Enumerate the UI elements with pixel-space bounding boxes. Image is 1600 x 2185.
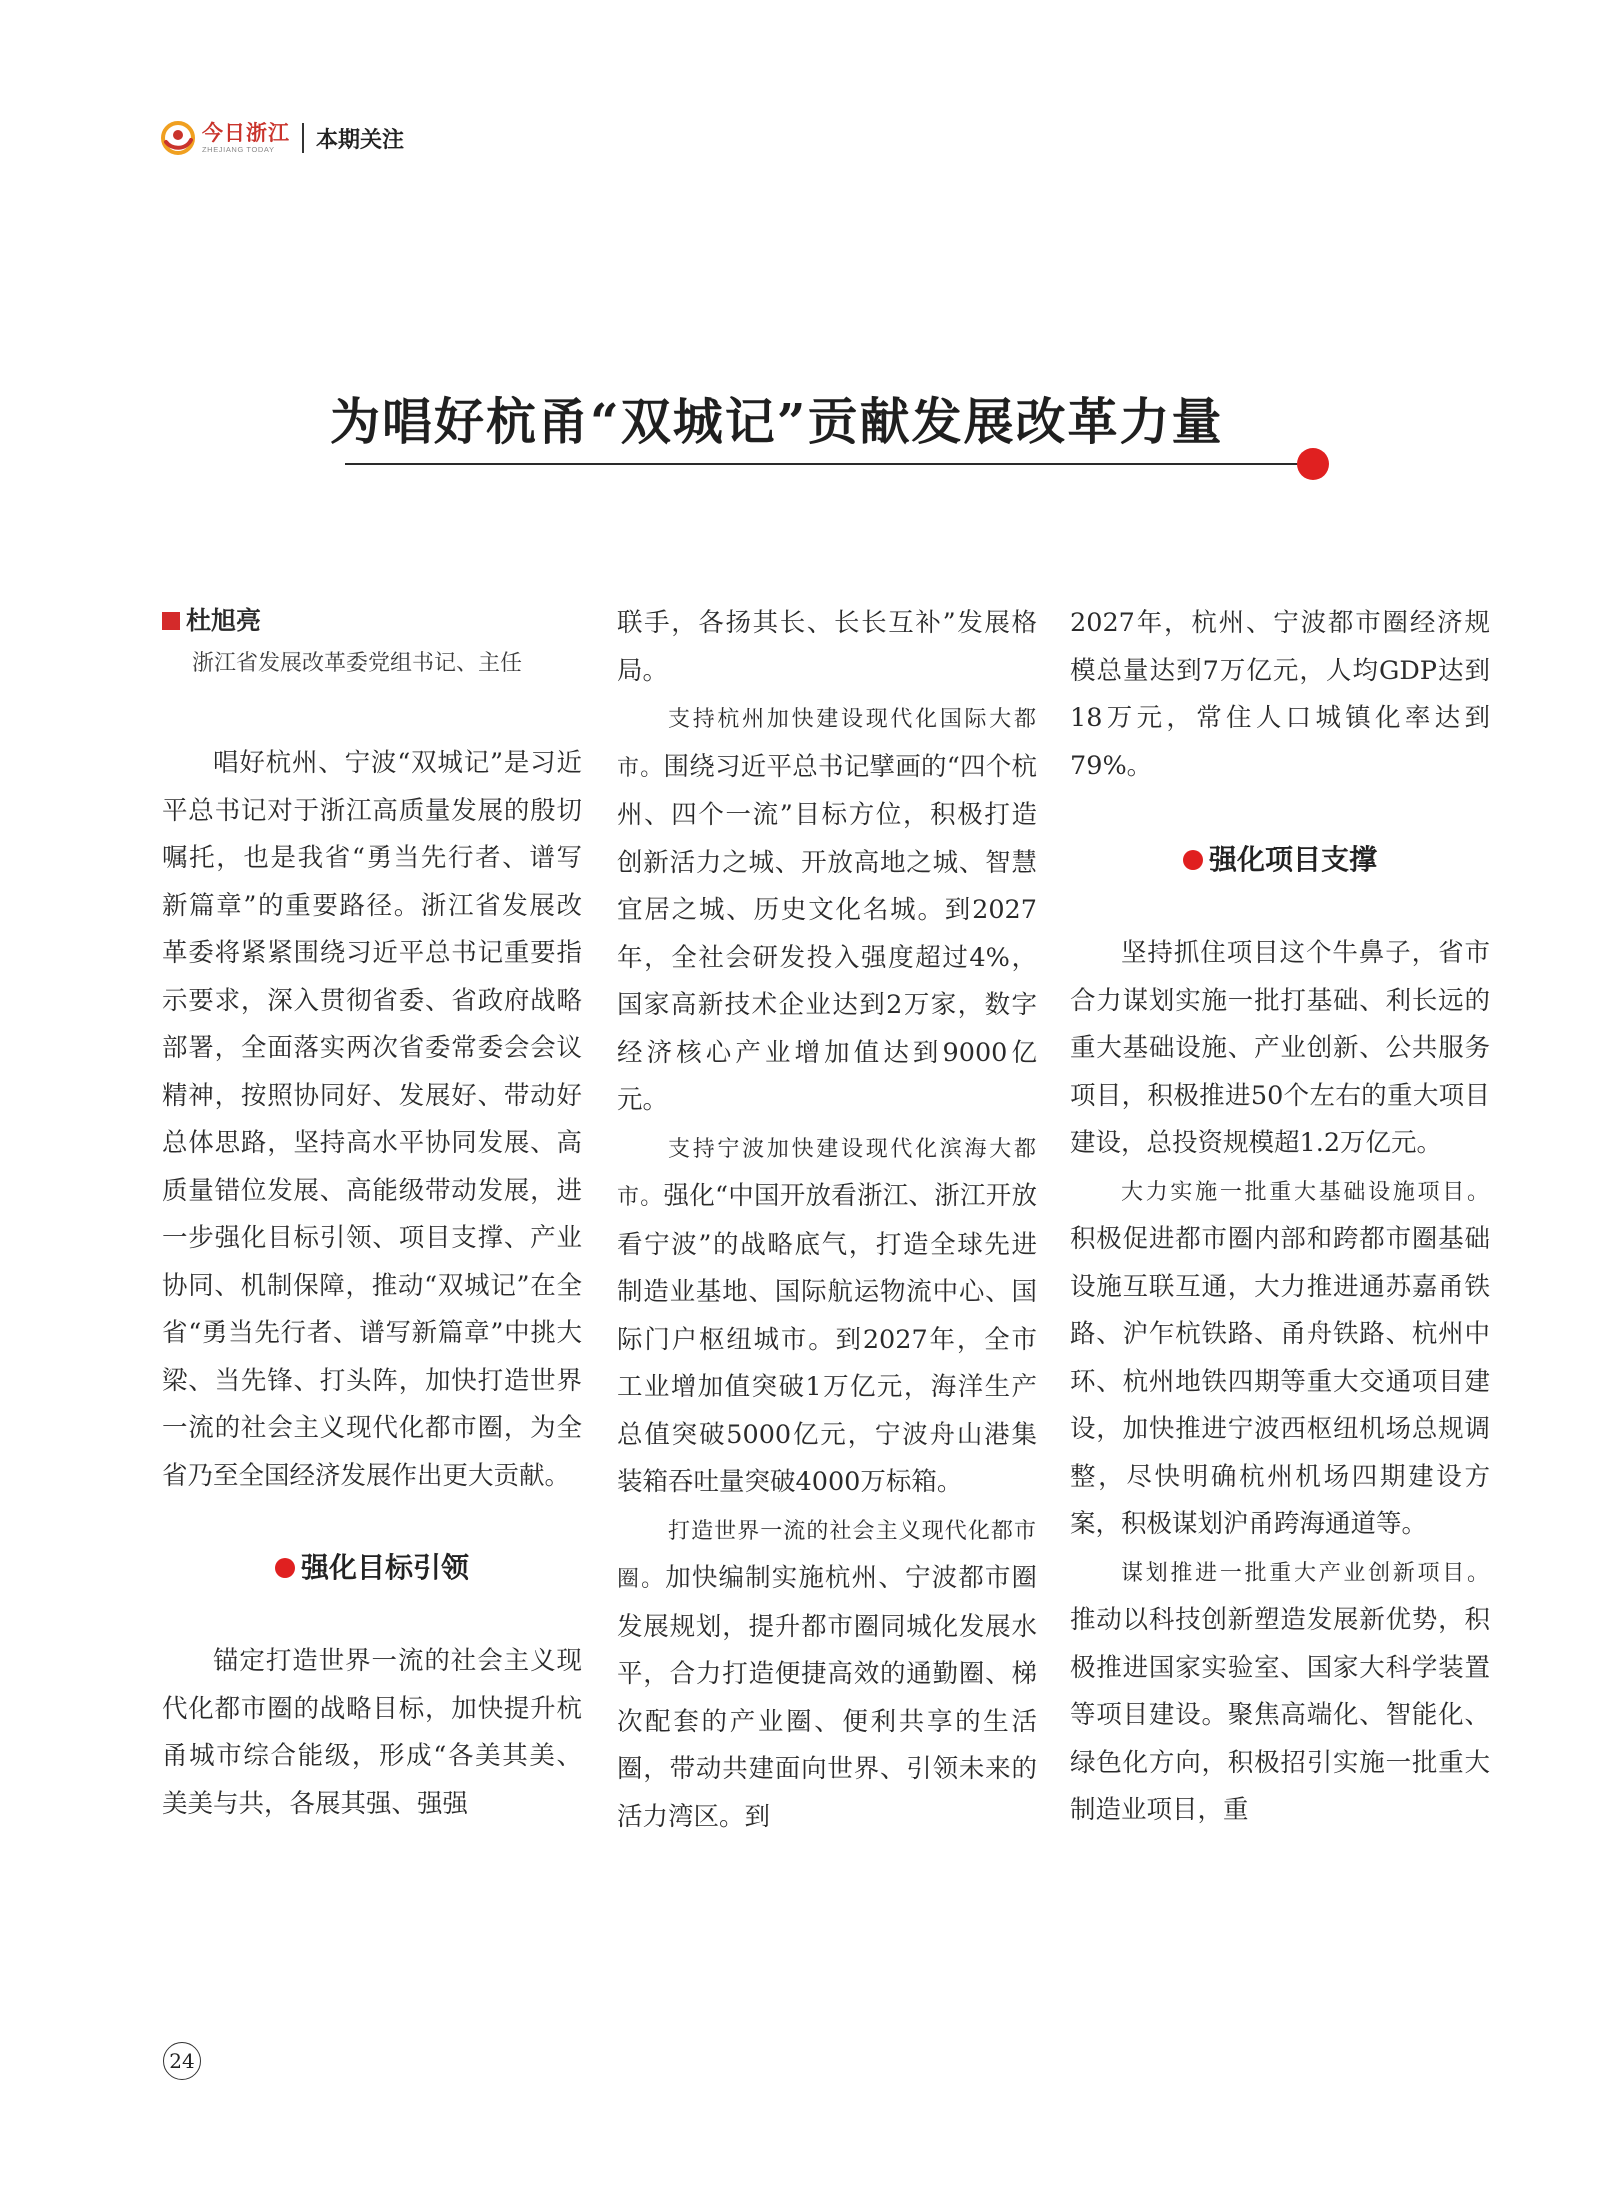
author-name — [162, 600, 582, 642]
s2-p2-lead: 大力实施一批重大基础设施项目。 — [1121, 1179, 1490, 1205]
s1-paragraph-2 — [617, 695, 1037, 1125]
s1-paragraph-3 — [617, 1125, 1037, 1507]
s2-p3-lead: 谋划推进一批重大产业创新项目。 — [1121, 1560, 1490, 1586]
intro-paragraph: 唱好杭州、宁波“双城记”是习近平总书记对于浙江高质量发展的殷切嘱托，也是我省“勇当先行者、谱写新篇章”的重要路径。浙江省发展改革委将紧紧围绕习近平总书记重要指示要求，深入贯彻省委、省政府战略部署，全面落实两次省委常委会会议精神，按照协同好、发展好、带动好总体思路，坚持高水平协同发展、高质量错位发展、高能级带动发展，进一步强化目标引领、项目支撑、产业协同、机制保障，推动“双城记”在全省“勇当先行者、谱写新篇章”中挑大梁、当先锋、打头阵，加快打造世界一流的社会主义现代化都市圈，为全省乃至全国经济发展作出更大贡献。 — [162, 748, 582, 1491]
section-heading-projects — [1070, 838, 1490, 882]
s1-p3-lead: 支持宁波加快建设现代化滨海大都市。 — [617, 1136, 1037, 1210]
s1-p4-body-a: 加快编制实施杭州、宁波都市圈发展规划，提升都市圈同城化发展水平，合力打造便捷高效的通勤圈、梯次配套的产业圈、便利共享的生活圈，带动共建面向世界、引领未来的活力湾区。到 — [617, 1563, 1037, 1832]
logo-en-text: ZHEJIANG TODAY — [202, 145, 275, 155]
logo-wordmark — [202, 122, 290, 154]
column-2 — [617, 600, 1037, 1841]
bullet-dot-icon — [275, 1558, 295, 1578]
s2-p3-body: 推动以科技创新塑造发展新优势，积极推进国家实验室、国家大科学装置等项目建设。聚焦高端化、智能化、绿色化方向，积极招引实施一批重大制造业项目，重 — [1070, 1605, 1490, 1825]
column-3 — [1070, 600, 1490, 1835]
s1-p3-body: 强化“中国开放看浙江、浙江开放看宁波”的战略底气，打造全球先进制造业基地、国际航运物流中心、国际门户枢纽城市。到2027年，全市工业增加值突破1万亿元，海洋生产总值突破5000亿元，宁波舟山港集装箱吞吐量突破4000万标箱。 — [617, 1181, 1037, 1497]
s2-paragraph-1: 坚持抓住项目这个牛鼻子，省市合力谋划实施一批打基础、利长远的重大基础设施、产业创新、公共服务项目，积极推进50个左右的重大项目建设，总投资规模超1.2万亿元。 — [1070, 938, 1490, 1158]
page-header — [160, 118, 404, 158]
column-1 — [162, 600, 582, 1828]
s2-paragraph-3 — [1070, 1549, 1490, 1835]
author-position: 浙江省发展改革委党组书记、主任 — [192, 651, 523, 676]
s1-p4-lead: 打造世界一流的社会主义现代化都市圈。 — [617, 1518, 1037, 1592]
bullet-dot-icon — [1183, 850, 1203, 870]
section-heading-text: 强化项目支撑 — [1208, 843, 1377, 876]
page-number: 24 — [163, 2042, 201, 2080]
s1-p2-body: 围绕习近平总书记擘画的“四个杭州、四个一流”目标方位，积极打造创新活力之城、开放高地之城、智慧宜居之城、历史文化名城。到2027年，全社会研发投入强度超过4%，国家高新技术企业达到2万家，数字经济核心产业增加值达到9000亿元。 — [617, 751, 1037, 1115]
s1-p4-body-b: 2027年，杭州、宁波都市圈经济规模总量达到7万亿元，人均GDP达到18万元，常住人口城镇化率达到79%。 — [1070, 608, 1490, 781]
section-label: 本期关注 — [316, 127, 405, 153]
s1-paragraph-1-part-a: 锚定打造世界一流的社会主义现代化都市圈的战略目标，加快提升杭甬城市综合能级，形成“各美其美、美美与共，各展其强、强强 — [162, 1646, 582, 1819]
article-title: 为唱好杭甬“双城记”贡献发展改革力量 — [330, 392, 1224, 451]
logo-cn-text: 今日浙江 — [202, 120, 290, 146]
author-name-text: 杜旭亮 — [186, 606, 262, 635]
title-underline — [345, 463, 1310, 465]
header-divider — [302, 123, 304, 153]
s1-paragraph-4 — [617, 1507, 1037, 1842]
section-heading-goals — [162, 1546, 582, 1590]
author-square-icon — [162, 612, 180, 630]
title-red-dot — [1297, 448, 1329, 480]
s1-paragraph-1-part-b: 联手，各扬其长、长长互补”发展格局。 — [617, 608, 1037, 686]
s2-paragraph-2 — [1070, 1168, 1490, 1549]
s1-p2-lead: 支持杭州加快建设现代化国际大都市。 — [617, 707, 1037, 781]
zhejiang-today-logo-icon — [160, 120, 196, 156]
s2-p2-body: 积极促进都市圈内部和跨都市圈基础设施互联互通，大力推进通苏嘉甬铁路、沪乍杭铁路、甬舟铁路、杭州中环、杭州地铁四期等重大交通项目建设，加快推进宁波西枢纽机场总规调整，尽快明确杭州机场四期建设方案，积极谋划沪甬跨海通道等。 — [1070, 1224, 1490, 1539]
section-heading-text: 强化目标引领 — [300, 1551, 469, 1584]
